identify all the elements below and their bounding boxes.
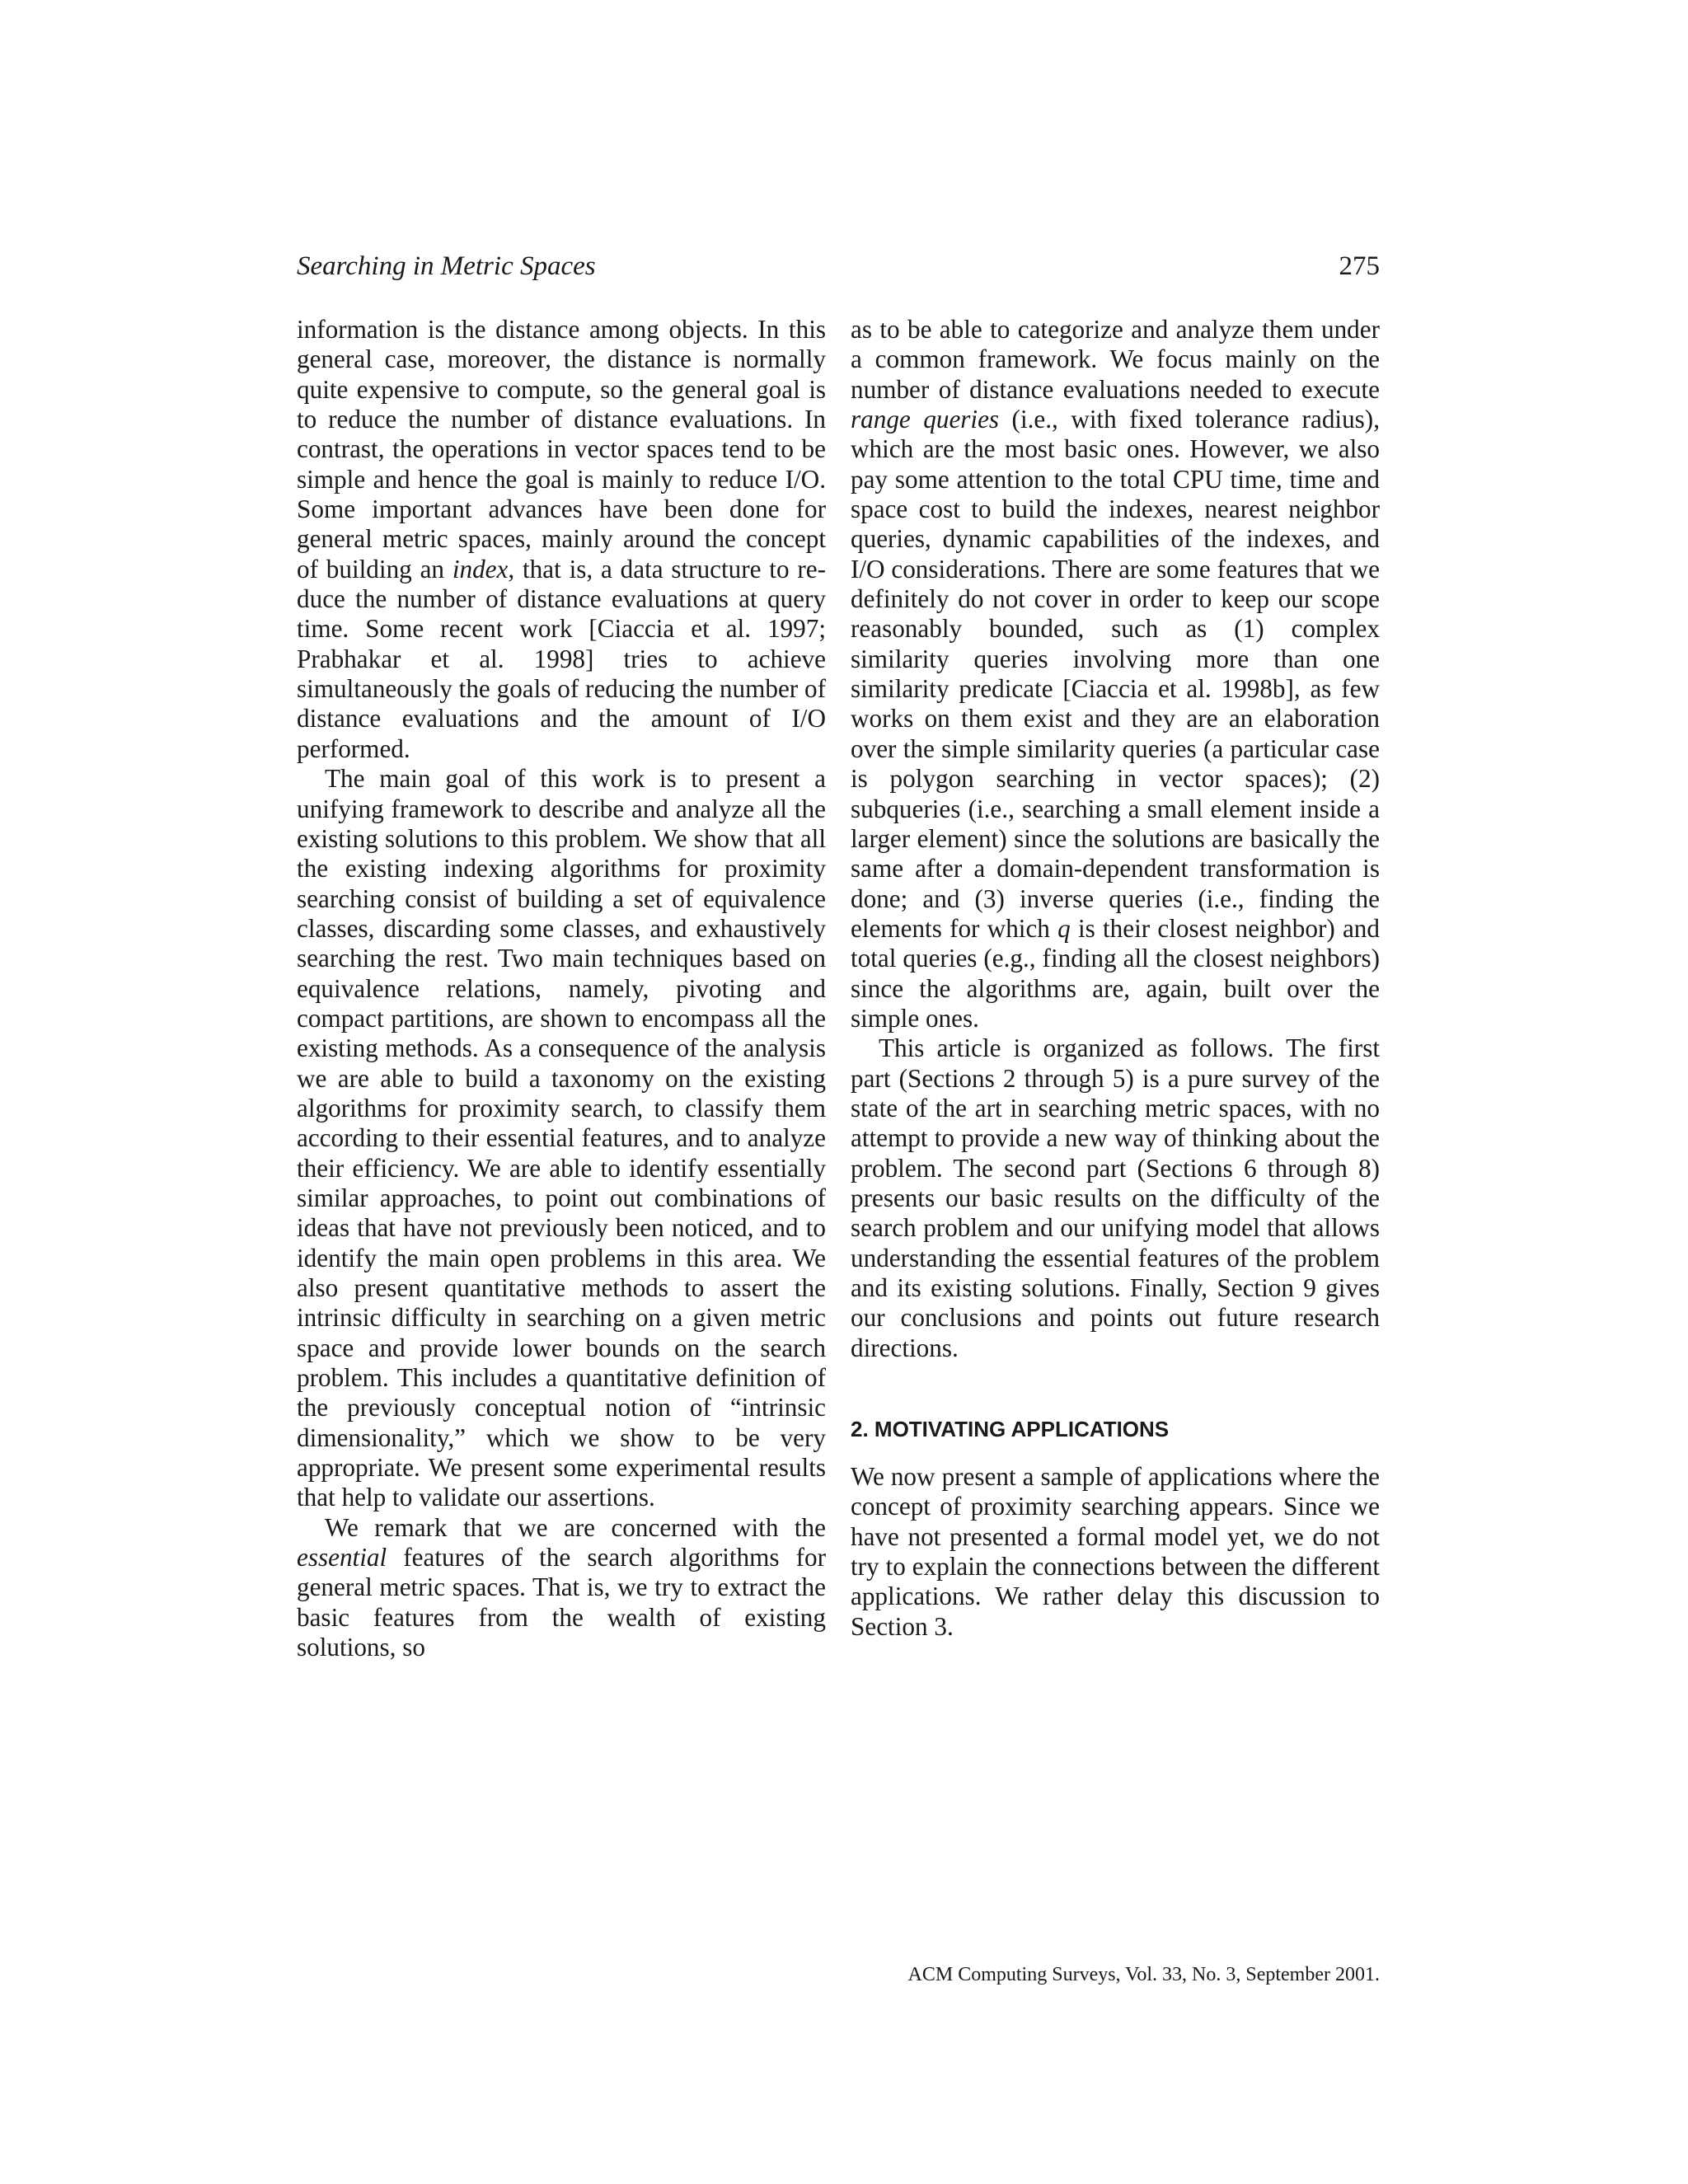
text-run: We remark that we are concerned with the (325, 1512, 826, 1542)
text-run: features of the search algorithms for general metric spaces. That is, we try to extract the basic features from the wealth of existing solutions, so (297, 1543, 826, 1662)
right-column (851, 315, 1380, 1642)
emphasis-q: q (1057, 913, 1071, 943)
emphasis-index: index (452, 554, 509, 583)
text-run: , that is, a data structure to reduce the number of distance evaluations at query time. Some recent work [Ciaccia et al. 1997; Prabhakar et al. 1998] tries to achieve simultaneously the goals of reducing the number of distance evaluations and the amount of I/O performed. (297, 554, 826, 763)
paragraph-remark (297, 1513, 826, 1663)
journal-footer: ACM Computing Surveys, Vol. 33, No. 3, September 2001. (907, 1964, 1380, 1985)
text-run: as to be able to categorize and analyze them under a common framework. We focus mainly on the number of distance evaluations needed to execute (851, 315, 1380, 404)
text-run: (i.e., with fixed tolerance radius), which are the most basic ones. However, we also pay some attention to the total CPU time, time and space cost to build the indexes, nearest neighbor queries, dynamic capabilities of the indexes, and I/O considerations. There are some features that we definitely do not cover in order to keep our scope reasonably bounded, such as (1) complex similarity queries involving more than one similarity predicate [Ciaccia et al. 1998b], as few works on them exist and they are an elaboration over the simple similarity queries (a particular case is polygon searching in vector spaces); (2) subqueries (i.e., searching a small element inside a larger element) since the solutions are basically the same after a domain-dependent transformation is done; and (3) inverse queries (i.e., finding the elements for which (851, 405, 1380, 943)
page-number: 275 (1339, 251, 1380, 281)
paragraph-applications: We now present a sample of applications where the concept of proximity searching appears. Since we have not presented a formal model yet, we do not try to explain the connections between the different applications. We rather delay this discussion to Section 3. (851, 1462, 1380, 1641)
paragraph-organization: This article is organized as follows. The first part (Sections 2 through 5) is a pure survey of the state of the art in searching metric spaces, with no attempt to provide a new way of thinking about the problem. The second part (Sections 6 through 8) presents our basic results on the difficulty of the search problem and our unifying model that allows understanding the essential features of the problem and its existing solutions. Finally, Section 9 gives our conclusions and points out future research directions. (851, 1033, 1380, 1362)
text-run: is their closest neighbor) and total queries (e.g., finding all the closest neighbors) since the algorithms are, again, built over the simple ones. (851, 913, 1380, 1033)
text-run: information is the distance among objects. In this general case, moreover, the distance is normally quite expensive to compute, so the general goal is to reduce the number of distance evaluations. In contrast, the operations in vector spaces tend to be simple and hence the goal is mainly to reduce I/O. Some important advances have been done for general metric spaces, mainly around the concept of building an (297, 315, 826, 583)
paragraph-main-goal: The main goal of this work is to present a unifying framework to describe and analyze all the existing solutions to this problem. We show that all the existing indexing algorithms for proximity searching consist of building a set of equivalence classes, discarding some classes, and exhaustively searching the rest. Two main techniques based on equivalence relations, namely, pivoting and compact partitions, are shown to encompass all the existing methods. As a consequence of the analysis we are able to build a taxonomy on the existing algorithms for proximity search, to classify them according to their essential features, and to analyze their efficiency. We are able to identify essentially similar approaches, to point out combinations of ideas that have not previously been noticed, and to identify the main open problems in this area. We also present quantitative methods to assert the intrinsic difficulty in searching on a given metric space and provide lower bounds on the search problem. This includes a quantitative definition of the previously conceptual notion of “intrinsic dimensionality,” which we show to be very appropriate. We present some experimental results that help to validate our assertions. (297, 764, 826, 1512)
left-column (297, 315, 826, 1662)
emphasis-essential: essential (297, 1543, 387, 1572)
running-title: Searching in Metric Spaces (297, 251, 596, 281)
running-header (297, 246, 1380, 287)
paragraph-intro-continued (297, 315, 826, 764)
emphasis-range-queries: range queries (851, 405, 1000, 434)
section-heading: 2. MOTIVATING APPLICATIONS (851, 1417, 1170, 1442)
paragraph-scope (851, 315, 1380, 1033)
